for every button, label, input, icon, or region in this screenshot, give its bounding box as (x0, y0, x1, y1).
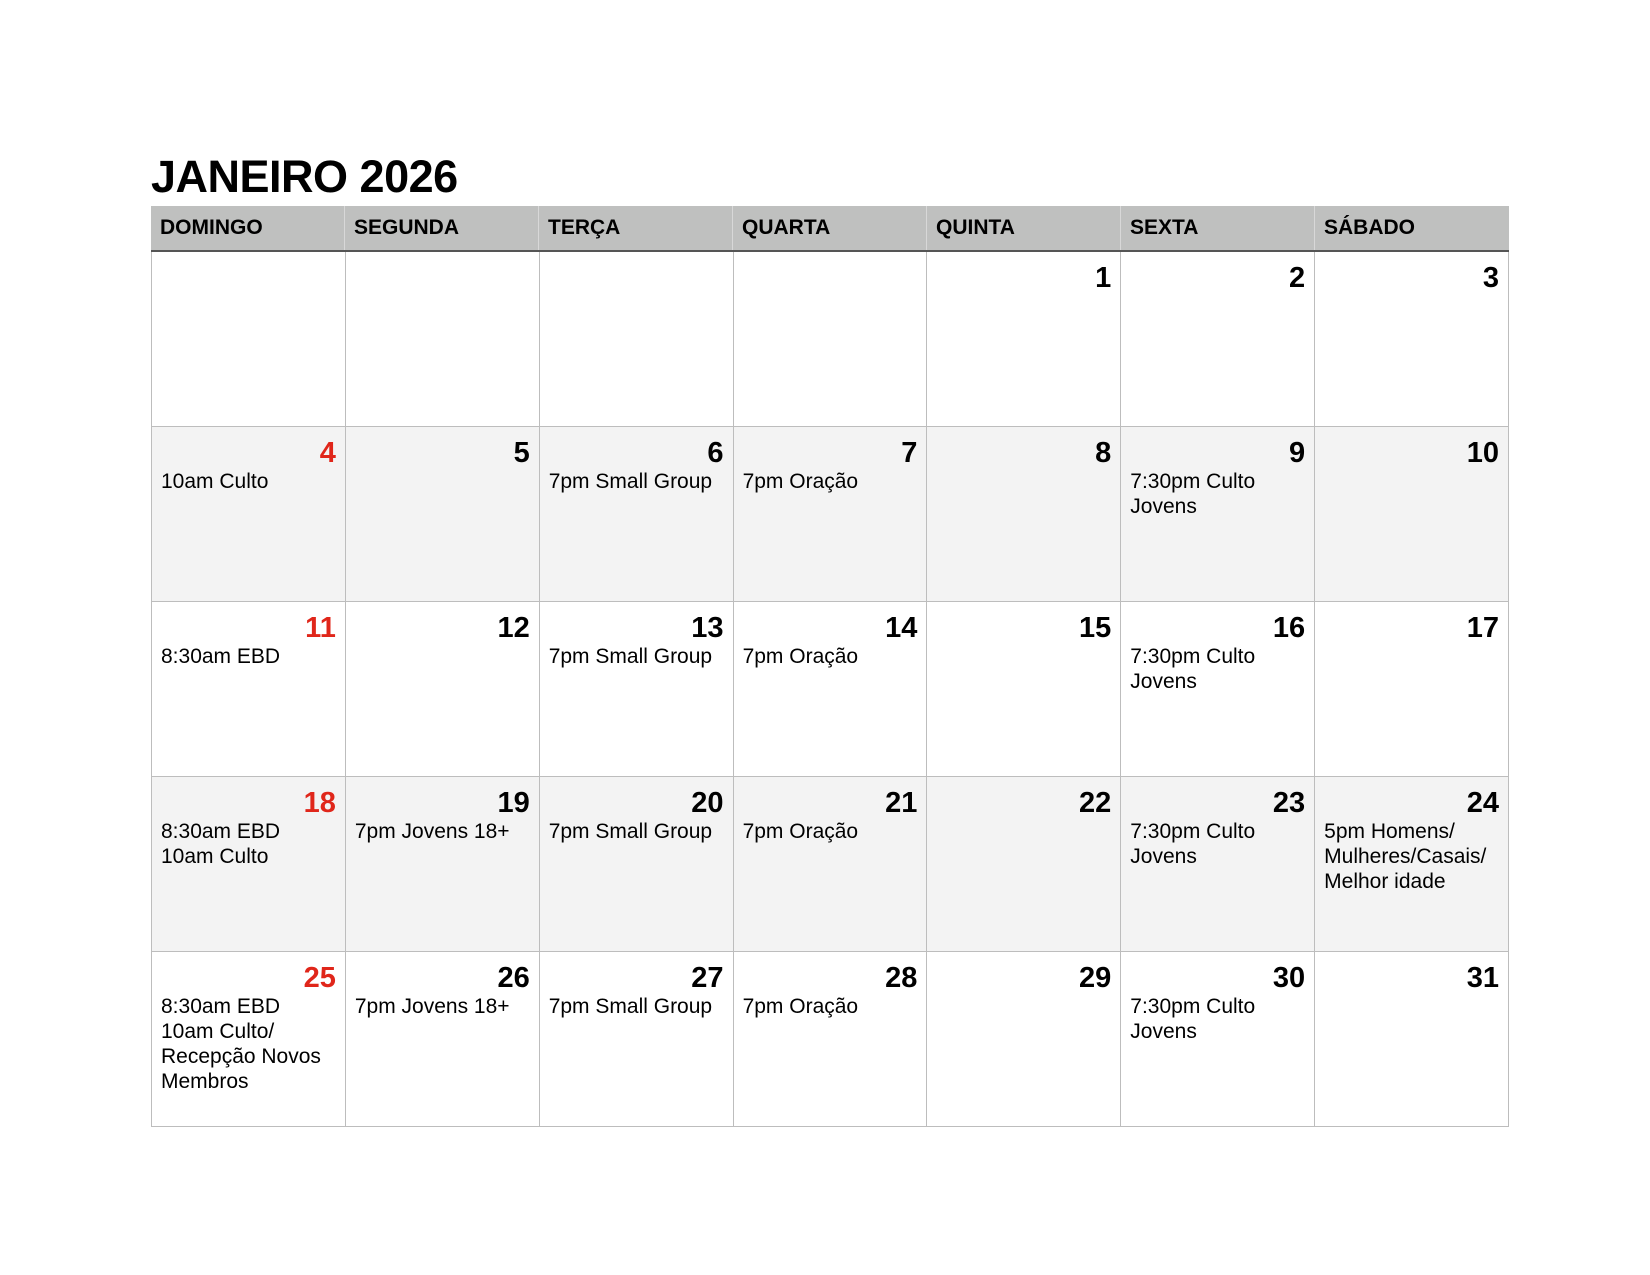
event-text: 7pm Small Group (548, 820, 713, 843)
weekday-sabado: SÁBADO (1324, 216, 1416, 239)
day-number: 12 (497, 612, 530, 644)
event-text: 10am Culto (161, 470, 269, 493)
weekday-quarta: QUARTA (733, 206, 927, 250)
day-number: 29 (1079, 962, 1112, 994)
day-number: 21 (885, 787, 918, 819)
day-cell (152, 602, 346, 777)
day-number: 16 (1272, 612, 1306, 644)
day-number: 3 (1482, 262, 1499, 294)
day-number: 26 (497, 962, 530, 994)
day-number: 10 (1466, 437, 1499, 469)
day-number: 4 (319, 437, 336, 469)
event-text: 7pm Oração (742, 645, 859, 668)
day-number: 8 (1095, 437, 1112, 469)
event-text: 7pm Small Group (548, 645, 713, 668)
day-cell (540, 602, 734, 777)
day-number: 2 (1289, 262, 1306, 294)
event-text: 7:30pm Culto Jovens (1130, 645, 1256, 693)
event-text: 7pm Oração (742, 820, 859, 843)
event-text: 7:30pm Culto Jovens (1130, 995, 1256, 1043)
weekday-sexta: SEXTA (1121, 206, 1315, 250)
day-cell (927, 952, 1121, 1127)
event-text: 7pm Small Group (548, 995, 713, 1018)
day-number: 18 (303, 787, 336, 819)
page-title: JANEIRO 2026 (151, 151, 458, 202)
day-cell (346, 602, 540, 777)
day-cell (152, 777, 346, 952)
day-number: 20 (691, 787, 724, 819)
day-number: 31 (1466, 962, 1499, 994)
day-cell (927, 427, 1121, 602)
day-cell (1315, 252, 1509, 427)
day-cell (346, 427, 540, 602)
day-cell (152, 427, 346, 602)
weekday-quinta: QUINTA (927, 206, 1121, 250)
day-cell (540, 252, 734, 427)
day-cell (152, 252, 346, 427)
day-cell (1121, 427, 1315, 602)
day-cell (1121, 252, 1315, 427)
day-number: 27 (691, 962, 724, 994)
day-cell (540, 777, 734, 952)
day-cell (927, 602, 1121, 777)
day-number: 15 (1079, 612, 1112, 644)
day-cell (927, 252, 1121, 427)
weekday-terca: TERÇA (539, 206, 733, 250)
event-text: 7pm Oração (742, 470, 859, 493)
day-cell (1315, 777, 1509, 952)
day-cell (1315, 952, 1509, 1127)
day-cell (1315, 602, 1509, 777)
day-number: 5 (513, 437, 530, 469)
day-cell (346, 252, 540, 427)
day-number: 6 (707, 437, 724, 469)
day-cell (540, 952, 734, 1127)
day-number: 7 (901, 437, 918, 469)
event-text: 8:30am EBD (161, 645, 281, 668)
event-text: 5pm Homens/ Mulheres/Casais/ Melhor idade (1324, 820, 1487, 893)
day-cell (734, 252, 928, 427)
event-text: 8:30am EBD 10am Culto/ Recepção Novos Membros (161, 995, 321, 1093)
day-number: 14 (885, 612, 918, 644)
day-cell (152, 952, 346, 1127)
day-cell (1121, 777, 1315, 952)
day-cell (1315, 427, 1509, 602)
day-number: 24 (1466, 787, 1499, 819)
day-grid (151, 252, 1509, 1127)
event-text: 7:30pm Culto Jovens (1130, 470, 1256, 518)
day-number: 17 (1466, 612, 1499, 644)
day-number: 19 (497, 787, 530, 819)
day-number (355, 252, 530, 294)
day-cell (346, 777, 540, 952)
calendar-grid (151, 206, 1509, 1127)
day-cell (1121, 952, 1315, 1127)
day-cell (927, 777, 1121, 952)
day-number (549, 252, 724, 294)
event-text: 7pm Jovens 18+ (354, 995, 510, 1018)
event-text: 7pm Oração (742, 995, 859, 1018)
day-cell (346, 952, 540, 1127)
day-number: 25 (303, 962, 336, 994)
day-number (743, 252, 918, 294)
day-number: 1 (1095, 262, 1112, 294)
event-text: 8:30am EBD 10am Culto (161, 820, 281, 868)
day-number (161, 252, 336, 294)
day-number: 9 (1289, 437, 1306, 469)
day-number: 11 (305, 612, 336, 644)
weekday-segunda: SEGUNDA (345, 206, 539, 250)
day-number: 28 (885, 962, 918, 994)
day-cell (734, 952, 928, 1127)
day-cell (734, 427, 928, 602)
day-cell (540, 427, 734, 602)
weekday-header (151, 206, 1509, 252)
weekday-domingo: DOMINGO (151, 206, 345, 250)
day-cell (1121, 602, 1315, 777)
event-text: 7pm Jovens 18+ (354, 820, 510, 843)
day-cell (734, 602, 928, 777)
day-number: 22 (1079, 787, 1112, 819)
day-number: 30 (1272, 962, 1306, 994)
day-number: 13 (691, 612, 724, 644)
day-number: 23 (1272, 787, 1306, 819)
event-text: 7pm Small Group (548, 470, 713, 493)
day-cell (734, 777, 928, 952)
event-text: 7:30pm Culto Jovens (1130, 820, 1256, 868)
